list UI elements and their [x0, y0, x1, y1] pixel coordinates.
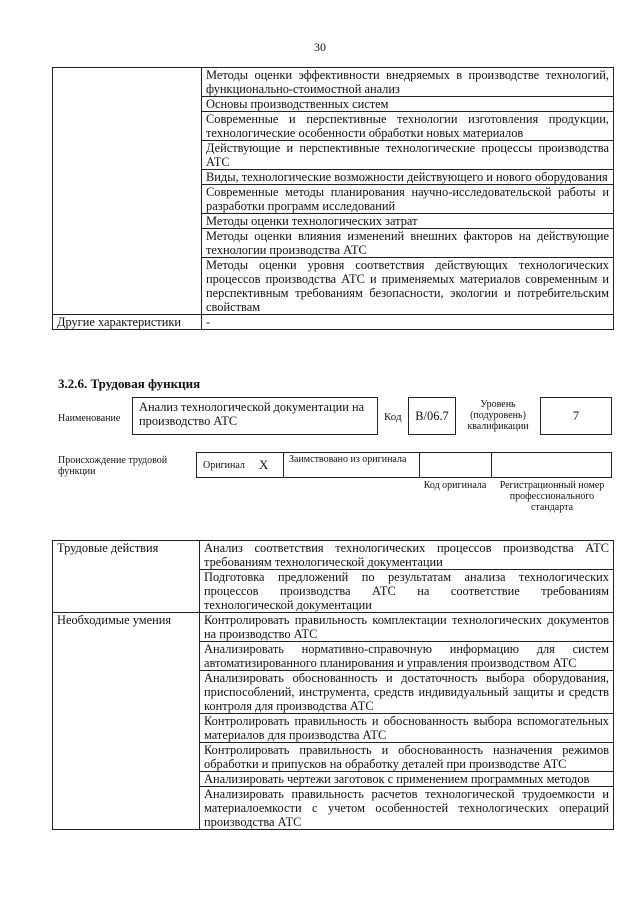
table-cell: Анализировать чертежи заготовок с применением программных методов [200, 772, 614, 787]
function-name-box: Анализ технологической документации на производство АТС [132, 397, 378, 435]
registration-number-caption: Регистрационный номер профессионального стандарта [499, 480, 605, 513]
name-label: Наименование [58, 413, 121, 424]
original-code-caption: Код оригинала [423, 480, 487, 491]
level-label: Уровень (подуровень) квалификации [467, 399, 529, 432]
table-row [53, 541, 614, 570]
section-heading: 3.2.6. Трудовая функция [58, 376, 201, 391]
table-cell: Анализировать обоснованность и достаточность выбора оборудования, приспособлений, инструмента, средств индивидуальный защиты и средств контроля для производства АТС [200, 671, 614, 714]
origin-table [196, 452, 612, 478]
table-row [53, 68, 614, 97]
table-cell: Анализировать правильность расчетов технологической трудоемкости и материалоемкости с учетом особенностей технологических операций производства АТС [200, 787, 614, 830]
code-label: Код [384, 411, 402, 423]
row-label-cell: Другие характеристики [53, 315, 202, 330]
table-cell: Контролировать правильность комплектации технологических документов на производство АТС [200, 613, 614, 642]
table-cell: Современные методы планирования научно-исследовательской работы и разработки программ исследований [202, 185, 614, 214]
table-cell: Современные и перспективные технологии изготовления продукции, технологические особенности обработки новых материалов [202, 112, 614, 141]
table-cell: Методы оценки эффективности внедряемых в производстве технологий, функционально-стоимостной анализ [202, 68, 614, 97]
original-label: Оригинал [203, 460, 245, 471]
table-cell: Контролировать правильность и обоснованность назначения режимов обработки и припусков на обработку деталей при производстве АТС [200, 743, 614, 772]
table-cell: Контролировать правильность и обоснованность выбора вспомогательных материалов для производства АТС [200, 714, 614, 743]
function-code-box: B/06.7 [408, 397, 456, 435]
borrowed-label: Заимствовано из оригинала [289, 454, 407, 465]
table-cell: Анализировать нормативно-справочную информацию для систем автоматизированного планирования и управления производством АТС [200, 642, 614, 671]
table-cell: Методы оценки технологических затрат [202, 214, 614, 229]
table-cell: Методы оценки влияния изменений внешних факторов на действующие технологии производства АТС [202, 229, 614, 258]
table-cell: Подготовка предложений по результатам анализа технологических процессов производства АТС на соответствие требованиям технологической документации [200, 570, 614, 613]
table-cell: Анализ соответствия технологических процессов производства АТС требованиям технологической документации [200, 541, 614, 570]
table-cell: Методы оценки уровня соответствия действующих технологических процессов производства АТС и применяемых материалов современным и перспективным требованиям безопасности, экологии и потребительским свойствам [202, 258, 614, 315]
table-cell: - [202, 315, 614, 330]
table-row [53, 613, 614, 642]
row-label-cell: Трудовые действия [53, 541, 200, 613]
qualification-level-box: 7 [540, 397, 612, 435]
requirements-table-top [52, 67, 614, 330]
table-cell: Действующие и перспективные технологические процессы производства АТС [202, 141, 614, 170]
original-mark: X [259, 457, 269, 472]
table-cell: Виды, технологические возможности действующего и нового оборудования [202, 170, 614, 185]
labor-function-table [52, 540, 614, 830]
origin-label: Происхождение трудовой функции [58, 455, 168, 477]
row-label-cell [53, 68, 202, 315]
page-number: 30 [314, 40, 326, 54]
row-label-cell: Необходимые умения [53, 613, 200, 830]
table-row [53, 315, 614, 330]
table-cell: Основы производственных систем [202, 97, 614, 112]
